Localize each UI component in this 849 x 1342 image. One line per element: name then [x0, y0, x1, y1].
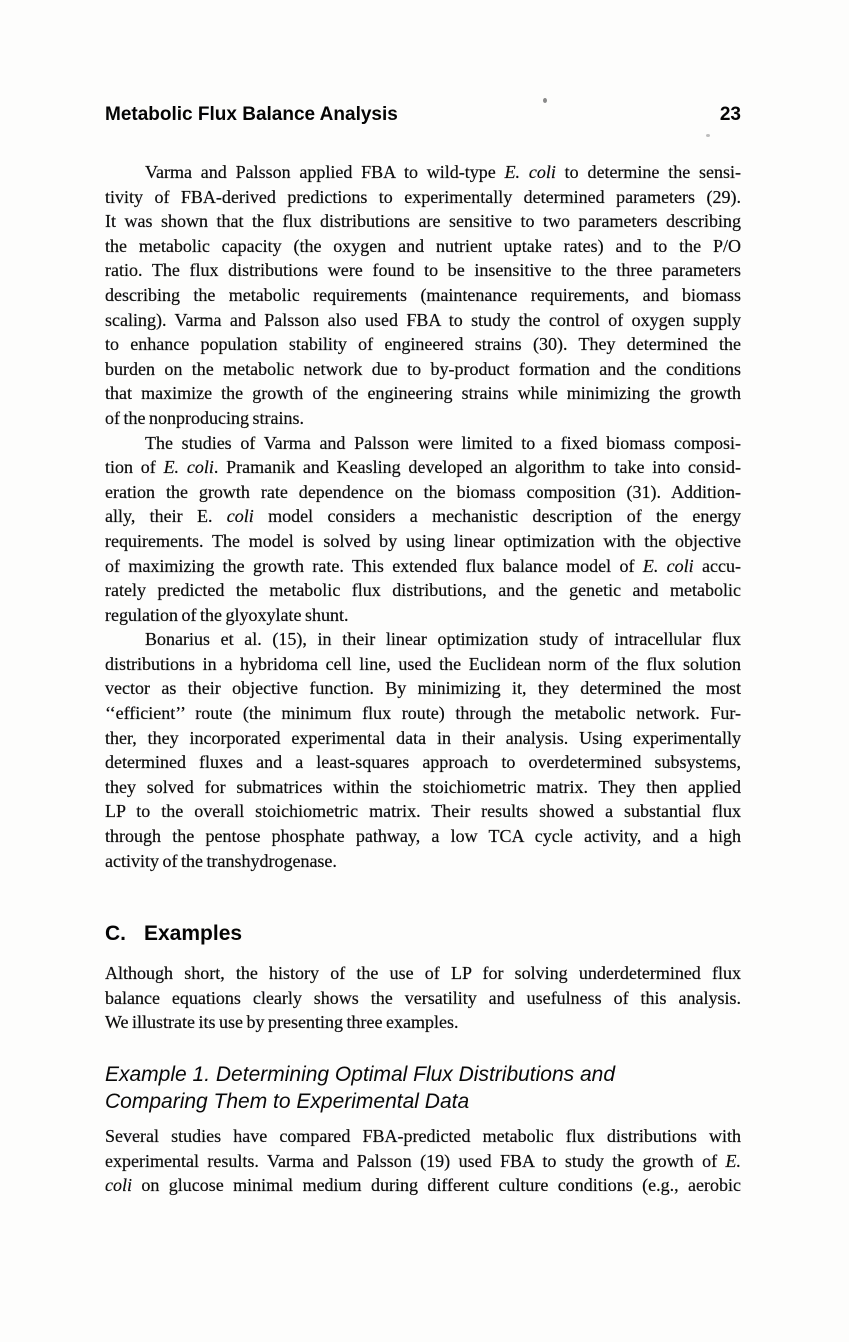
- text-line: [105, 480, 741, 505]
- text-line: [105, 961, 741, 986]
- text-run: activity of the transhydrogenase.: [105, 850, 337, 871]
- example-heading-line: Comparing Them to Experimental Data: [105, 1090, 470, 1113]
- text-run: determined fluxes and a least-squares approach to overdetermined subsystems,: [105, 752, 741, 773]
- paragraph: [105, 160, 741, 431]
- text-line: [105, 652, 741, 677]
- text-run: ratio. The flux distributions were found to be insensitive to the three parameters: [105, 260, 741, 281]
- text-run: Although short, the history of the use of LP for solving underdetermined flux: [105, 963, 741, 984]
- text-line: [105, 986, 741, 1011]
- text-line: [105, 234, 741, 259]
- text-line: [105, 726, 741, 751]
- text-run: to enhance population stability of engineered strains (30). They determined the: [105, 334, 741, 355]
- text-line: [105, 603, 741, 628]
- paragraph: [105, 431, 741, 628]
- text-line: [105, 824, 741, 849]
- text-line: [105, 750, 741, 775]
- text-run: LP to the overall stoichiometric matrix. Their results showed a substantial flux: [105, 801, 741, 822]
- text-line: [105, 283, 741, 308]
- text-run: tion of: [105, 457, 164, 478]
- text-line: [105, 676, 741, 701]
- ink-speck: [543, 98, 547, 103]
- text-run: distributions in a hybridoma cell line, used the Euclidean norm of the flux solution: [105, 653, 741, 674]
- text-run: requirements. The model is solved by using linear optimization with the objective: [105, 530, 741, 551]
- text-run: of the nonproducing strains.: [105, 407, 304, 428]
- text-run: E. coli: [504, 162, 556, 182]
- text-run: on glucose minimal medium during different culture conditions (e.g., aerobic: [132, 1175, 741, 1196]
- text-line: [105, 701, 741, 726]
- text-run: coli: [105, 1175, 132, 1196]
- text-run: E. coli: [642, 555, 694, 576]
- text-run: . Pramanik and Keasling developed an algorithm to take into consid-: [213, 457, 741, 478]
- text-line: [105, 332, 741, 357]
- text-run: scaling). Varma and Palsson also used FBA to study the control of oxygen supply: [105, 309, 741, 330]
- text-line: [105, 160, 741, 185]
- text-run: through the pentose phosphate pathway, a low TCA cycle activity, and a high: [105, 826, 741, 847]
- text-line: [105, 529, 741, 554]
- text-run: tivity of FBA-derived predictions to experimentally determined parameters (29).: [105, 186, 741, 207]
- ink-speck: [706, 134, 710, 137]
- paragraph: [105, 1124, 741, 1198]
- text-run: the metabolic capacity (the oxygen and nutrient uptake rates) and to the P/O: [105, 235, 741, 256]
- text-line: [105, 578, 741, 603]
- section-heading-label: C.: [105, 922, 126, 946]
- text-line: [105, 455, 741, 480]
- text-line: [105, 554, 741, 579]
- page-number: 23: [719, 104, 741, 125]
- text-blocks: [105, 160, 741, 1198]
- text-run: vector as their objective function. By minimizing it, they determined the most: [105, 678, 741, 699]
- text-run: E. coli: [163, 457, 214, 478]
- page-content: [105, 103, 741, 1198]
- text-run: E.: [725, 1150, 741, 1171]
- text-line: [105, 1124, 741, 1149]
- text-line: [105, 775, 741, 800]
- text-line: [105, 849, 741, 874]
- text-line: [105, 381, 741, 406]
- text-line: [105, 185, 741, 210]
- text-run: eration the growth rate dependence on the biomass composition (31). Addition-: [105, 481, 741, 502]
- text-line: [105, 308, 741, 333]
- text-run: that maximize the growth of the engineering strains while minimizing the growth: [105, 383, 741, 404]
- text-run: regulation of the glyoxylate shunt.: [105, 604, 349, 625]
- running-head: [105, 103, 741, 127]
- text-line: [105, 627, 741, 652]
- text-run: The studies of Varma and Palsson were limited to a fixed biomass composi-: [145, 432, 741, 453]
- text-line: [105, 209, 741, 234]
- text-run: burden on the metabolic network due to by-product formation and the conditions: [105, 358, 741, 379]
- text-run: they solved for submatrices within the stoichiometric matrix. They then applied: [105, 776, 741, 797]
- text-run: to determine the sensi-: [555, 162, 742, 182]
- example-heading: [105, 1061, 741, 1115]
- text-run: balance equations clearly shows the versatility and usefulness of this analysis.: [105, 987, 741, 1008]
- text-line: [105, 1173, 741, 1198]
- text-line: [105, 406, 741, 431]
- text-run: of maximizing the growth rate. This extended flux balance model of: [105, 555, 643, 576]
- text-line: [105, 357, 741, 382]
- text-run: coli: [226, 506, 254, 527]
- text-line: [105, 431, 741, 456]
- text-run: Several studies have compared FBA-predicted metabolic flux distributions with: [105, 1126, 741, 1146]
- text-line: [105, 1010, 741, 1035]
- example-heading-line: Example 1. Determining Optimal Flux Distributions and: [105, 1063, 616, 1086]
- paragraph: [105, 627, 741, 873]
- section-heading-title: Examples: [144, 922, 243, 946]
- text-run: accu-: [693, 555, 741, 576]
- text-run: experimental results. Varma and Palsson (19) used FBA to study the growth of: [105, 1150, 726, 1171]
- text-run: Varma and Palsson applied FBA to wild-type: [145, 162, 505, 182]
- text-run: We illustrate its use by presenting three examples.: [105, 1012, 459, 1033]
- text-run: ther, they incorporated experimental data in their analysis. Using experimentally: [105, 727, 741, 748]
- text-run: model considers a mechanistic description of the energy: [253, 506, 741, 527]
- text-line: [105, 504, 741, 529]
- text-run: Bonarius et al. (15), in their linear optimization study of intracellular flux: [145, 629, 741, 650]
- text-run: ally, their E.: [105, 506, 227, 527]
- text-run: It was shown that the flux distributions are sensitive to two parameters describing: [105, 211, 741, 232]
- running-head-title: Metabolic Flux Balance Analysis: [105, 104, 398, 125]
- paragraph: [105, 961, 741, 1035]
- text-line: [105, 1149, 741, 1174]
- section-heading: [105, 921, 741, 947]
- text-line: [105, 258, 741, 283]
- text-run: describing the metabolic requirements (maintenance requirements, and biomass: [105, 284, 741, 305]
- text-line: [105, 799, 741, 824]
- text-run: rately predicted the metabolic flux distributions, and the genetic and metabolic: [105, 580, 741, 601]
- text-run: ‘‘efficient’’ route (the minimum flux route) through the metabolic network. Fur-: [105, 703, 741, 724]
